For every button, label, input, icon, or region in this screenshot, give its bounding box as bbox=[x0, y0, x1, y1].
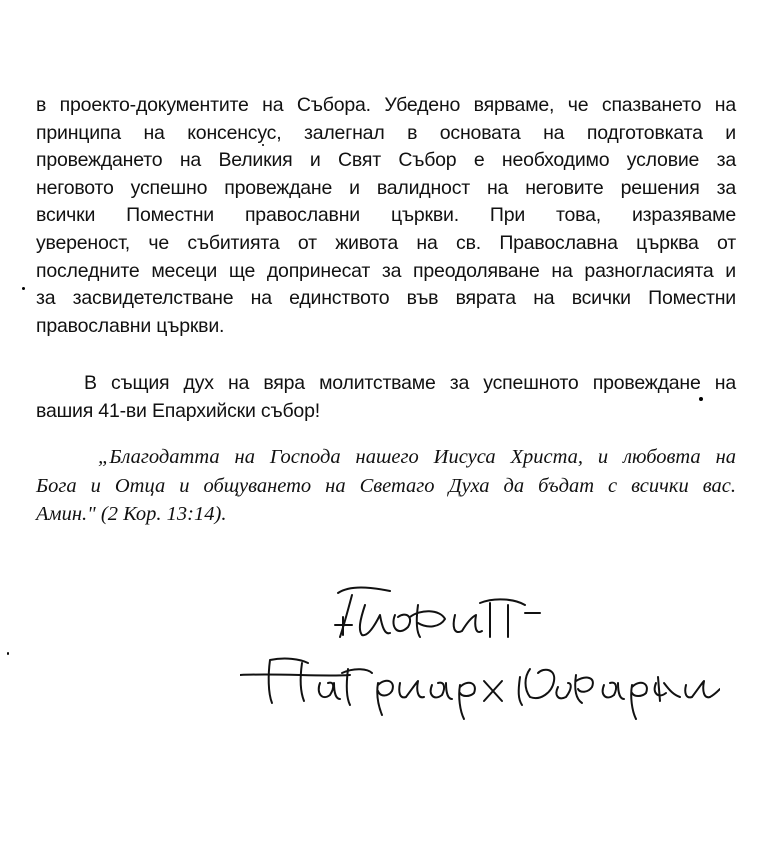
paragraph-line: вашия 41-ви Епархийски събор! bbox=[36, 399, 320, 422]
paragraph-line: провеждането на Великия и Свят Събор е необходимо условие за bbox=[36, 149, 736, 172]
quote-line: „Благодатта на Господа нашего Иисуса Христа, и любовта на bbox=[98, 446, 736, 468]
speck bbox=[7, 652, 9, 655]
signature-image bbox=[240, 565, 720, 735]
paragraph-line: последните месеци ще допринесат за преодоляване на разногласията и bbox=[36, 259, 736, 282]
quote-line: Амин." (2 Кор. 13:14). bbox=[36, 503, 227, 525]
body-paragraph-2 bbox=[36, 370, 736, 425]
paragraph-line: неговото успешно провеждане и валидност на неговите решения за bbox=[36, 176, 736, 199]
speck bbox=[22, 287, 25, 290]
paragraph-line: за засвидетелстване на единството във вярата на всички Поместни bbox=[36, 287, 736, 310]
body-paragraph-1 bbox=[36, 92, 736, 340]
paragraph-line: В същия дух на вяра молитстваме за успешното провеждане на bbox=[84, 372, 736, 394]
paragraph-line: православни църкви. bbox=[36, 314, 225, 337]
paragraph-line: увереност, че събитията от живота на св. Православна църква от bbox=[36, 231, 736, 254]
paragraph-line: в проекто-документите на Събора. Убедено вярваме, че спазването на bbox=[36, 94, 736, 116]
scripture-quote bbox=[36, 443, 736, 529]
handwritten-signature bbox=[240, 565, 720, 735]
quote-line: Бога и Отца и общуването на Светаго Духа да бъдат с всички вас. bbox=[36, 474, 736, 497]
paragraph-line: всички Поместни православни църкви. При това, изразяваме bbox=[36, 204, 736, 227]
paragraph-line: принципа на консенсус, залегнал в основата на подготовката и bbox=[36, 121, 736, 144]
